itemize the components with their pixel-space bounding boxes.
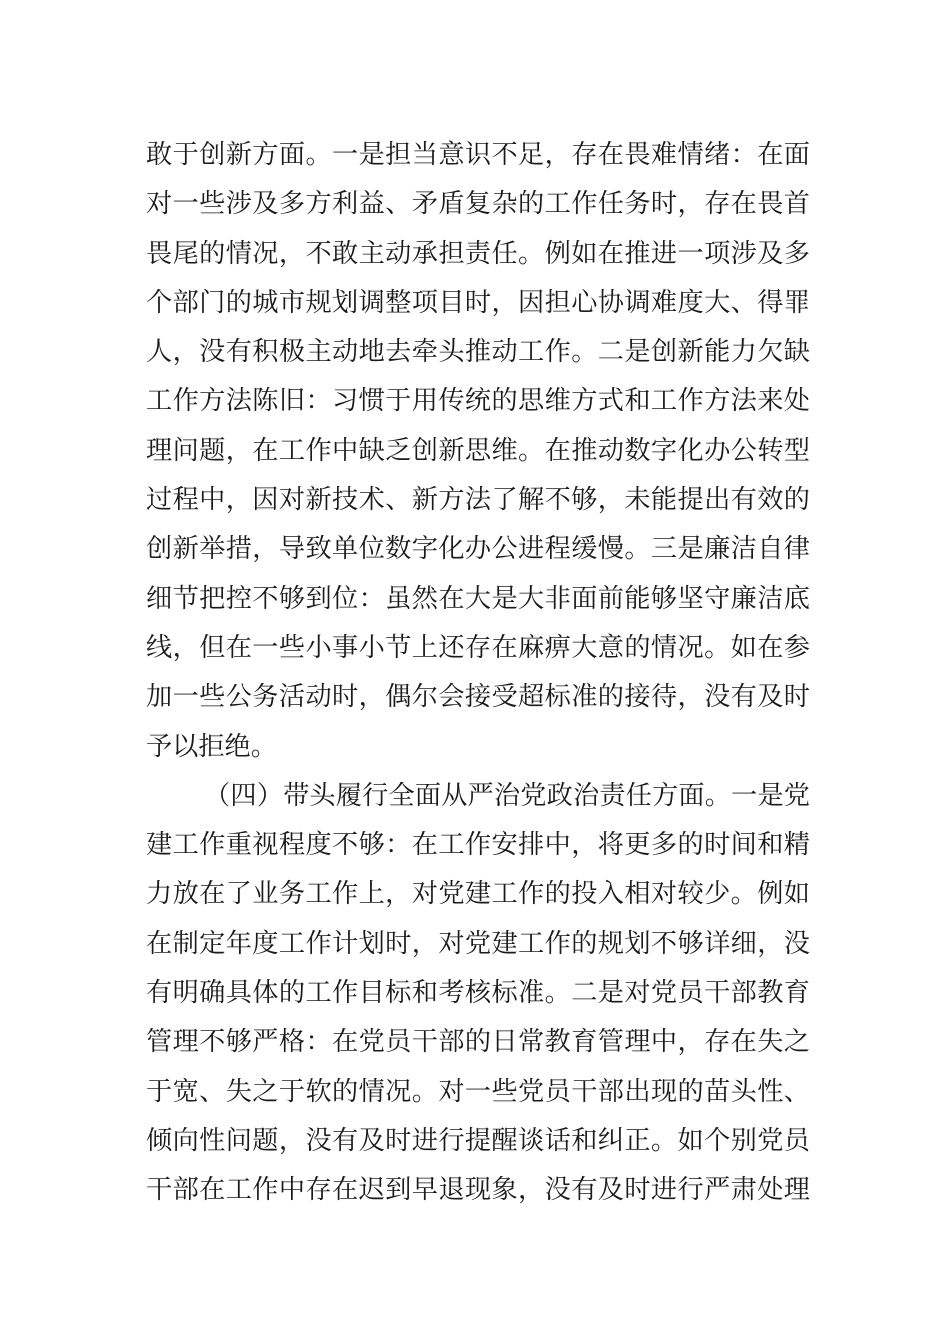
text-line: 建工作重视程度不够：在工作安排中，将更多的时间和精 <box>146 830 810 861</box>
section-heading-line: （四）带头履行全面从严治党政治责任方面。一是党 <box>204 780 810 811</box>
text-line: 细节把控不够到位：虽然在大是大非面前能够坚守廉洁底 <box>146 583 810 614</box>
text-line: 对一些涉及多方利益、矛盾复杂的工作任务时，存在畏首 <box>146 189 810 220</box>
text-line: 管理不够严格：在党员干部的日常教育管理中，存在失之 <box>146 1027 810 1058</box>
text-line: 在制定年度工作计划时，对党建工作的规划不够详细，没 <box>146 928 810 959</box>
text-line: 干部在工作中存在迟到早退现象，没有及时进行严肃处理 <box>146 1175 810 1206</box>
document-body <box>146 131 810 1216</box>
text-line: 个部门的城市规划调整项目时，因担心协调难度大、得罪 <box>146 287 810 318</box>
text-line: 倾向性问题，没有及时进行提醒谈话和纠正。如个别党员 <box>146 1125 810 1156</box>
text-line: 人，没有积极主动地去牵头推动工作。二是创新能力欠缺 <box>146 337 810 368</box>
text-line: 工作方法陈旧：习惯于用传统的思维方式和工作方法来处 <box>146 386 810 417</box>
text-line: 创新举措，导致单位数字化办公进程缓慢。三是廉洁自律 <box>146 534 810 565</box>
text-line: 予以拒绝。 <box>146 731 277 762</box>
text-line: 有明确具体的工作目标和考核标准。二是对党员干部教育 <box>146 978 810 1009</box>
text-line: 畏尾的情况，不敢主动承担责任。例如在推进一项涉及多 <box>146 238 810 269</box>
text-line: 敢于创新方面。一是担当意识不足，存在畏难情绪：在面 <box>146 140 810 170</box>
text-line: 理问题，在工作中缺乏创新思维。在推动数字化办公转型 <box>146 435 810 466</box>
text-line: 加一些公务活动时，偶尔会接受超标准的接待，没有及时 <box>146 682 810 713</box>
text-line: 过程中，因对新技术、新方法了解不够，未能提出有效的 <box>146 485 810 516</box>
text-line: 线，但在一些小事小节上还存在麻痹大意的情况。如在参 <box>146 632 810 663</box>
text-line: 力放在了业务工作上，对党建工作的投入相对较少。例如 <box>146 879 810 910</box>
text-line: 于宽、失之于软的情况。对一些党员干部出现的苗头性、 <box>146 1076 810 1107</box>
